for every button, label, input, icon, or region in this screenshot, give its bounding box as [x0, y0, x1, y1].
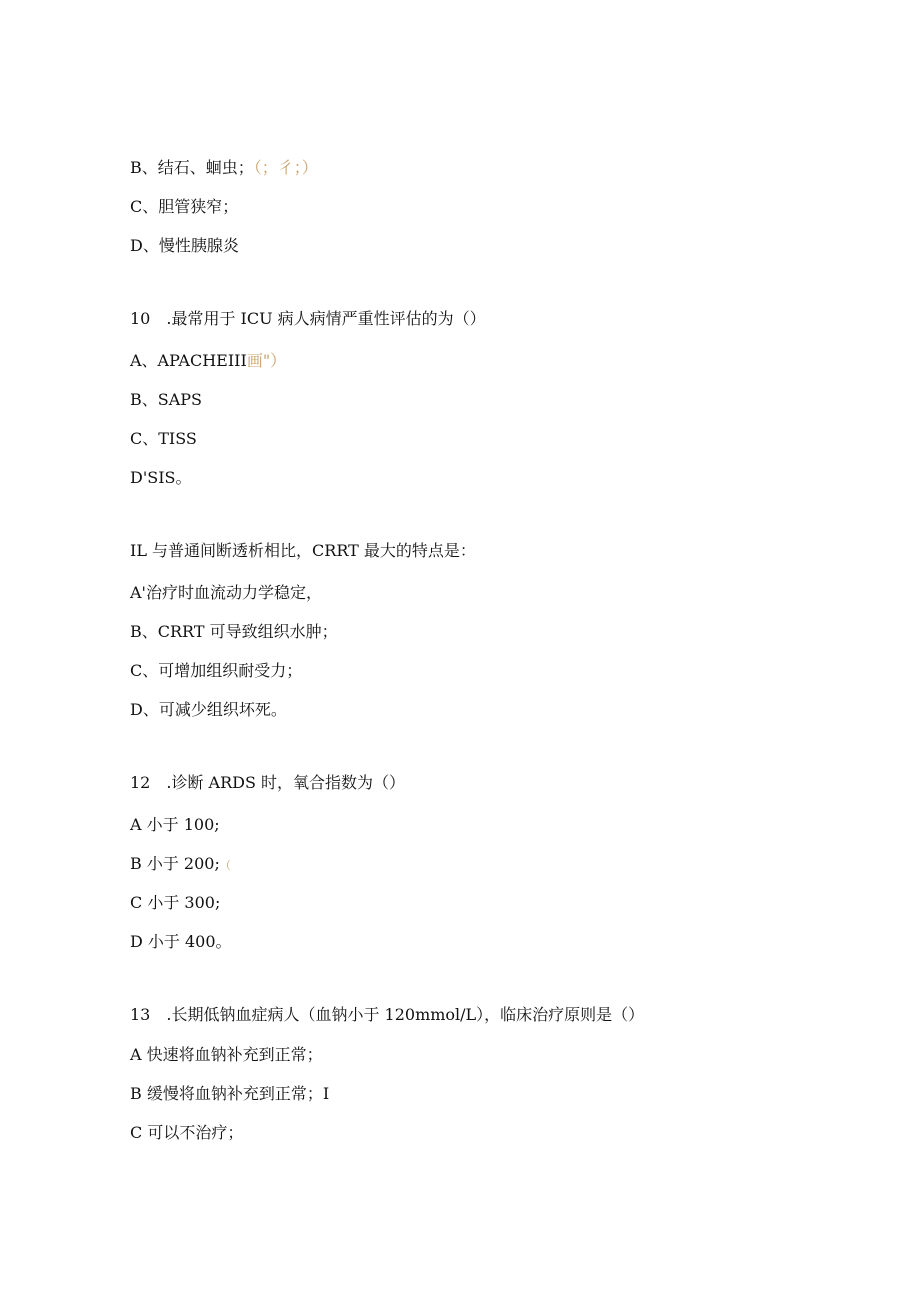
q11-option-d: D、可减少组织坏死。: [130, 700, 287, 719]
q11-option-c: C、可增加组织耐受力；: [130, 661, 303, 680]
q10-option-b: B、SAPS: [130, 390, 203, 409]
q11-option-a: A'治疗时血流动力学稳定，: [130, 583, 322, 602]
q9-option-d: D、慢性胰腺炎: [130, 236, 239, 255]
q9-option-b-text: B、结石、蛔虫；: [130, 158, 254, 177]
q9-option-b-annotation: （；彳；）: [253, 158, 318, 177]
q10-question: 10 .最常用于 ICU 病人病情严重性评估的为（）: [130, 309, 486, 328]
q10-option-d: D'SIS。: [130, 468, 192, 487]
q12-option-b-text: B 小于 200;: [130, 854, 220, 873]
q12-option-d: D 小于 400。: [130, 932, 232, 951]
q9-option-b: [130, 158, 318, 178]
q10-option-c: C、TISS: [130, 429, 197, 448]
q11-option-b: B、CRRT 可导致组织水肿；: [130, 622, 338, 641]
q11-question: IL 与普通间断透析相比，CRRT 最大的特点是：: [130, 541, 476, 560]
q12-option-b-annotation: （: [219, 859, 231, 872]
q10-option-a: [130, 351, 286, 371]
q9-option-c: C、胆管狭窄；: [130, 197, 239, 216]
q13-option-b: B 缓慢将血钠补充到正常；I: [130, 1084, 330, 1103]
q12-option-b: [130, 854, 231, 876]
q10-option-a-annotation: 画"）: [246, 351, 287, 370]
q13-option-a: A 快速将血钠补充到正常；: [130, 1045, 323, 1064]
q10-option-a-text: A、APACHEIII: [130, 351, 247, 370]
q12-question: 12 .诊断 ARDS 时，氧合指数为（）: [130, 773, 406, 792]
q12-option-a: A 小于 100;: [130, 815, 220, 834]
q13-question: 13 .长期低钠血症病人（血钠小于 120mmol/L），临床治疗原则是（）: [130, 1005, 645, 1024]
q13-option-c: C 可以不治疗；: [130, 1123, 244, 1142]
q12-option-c: C 小于 300;: [130, 893, 221, 912]
